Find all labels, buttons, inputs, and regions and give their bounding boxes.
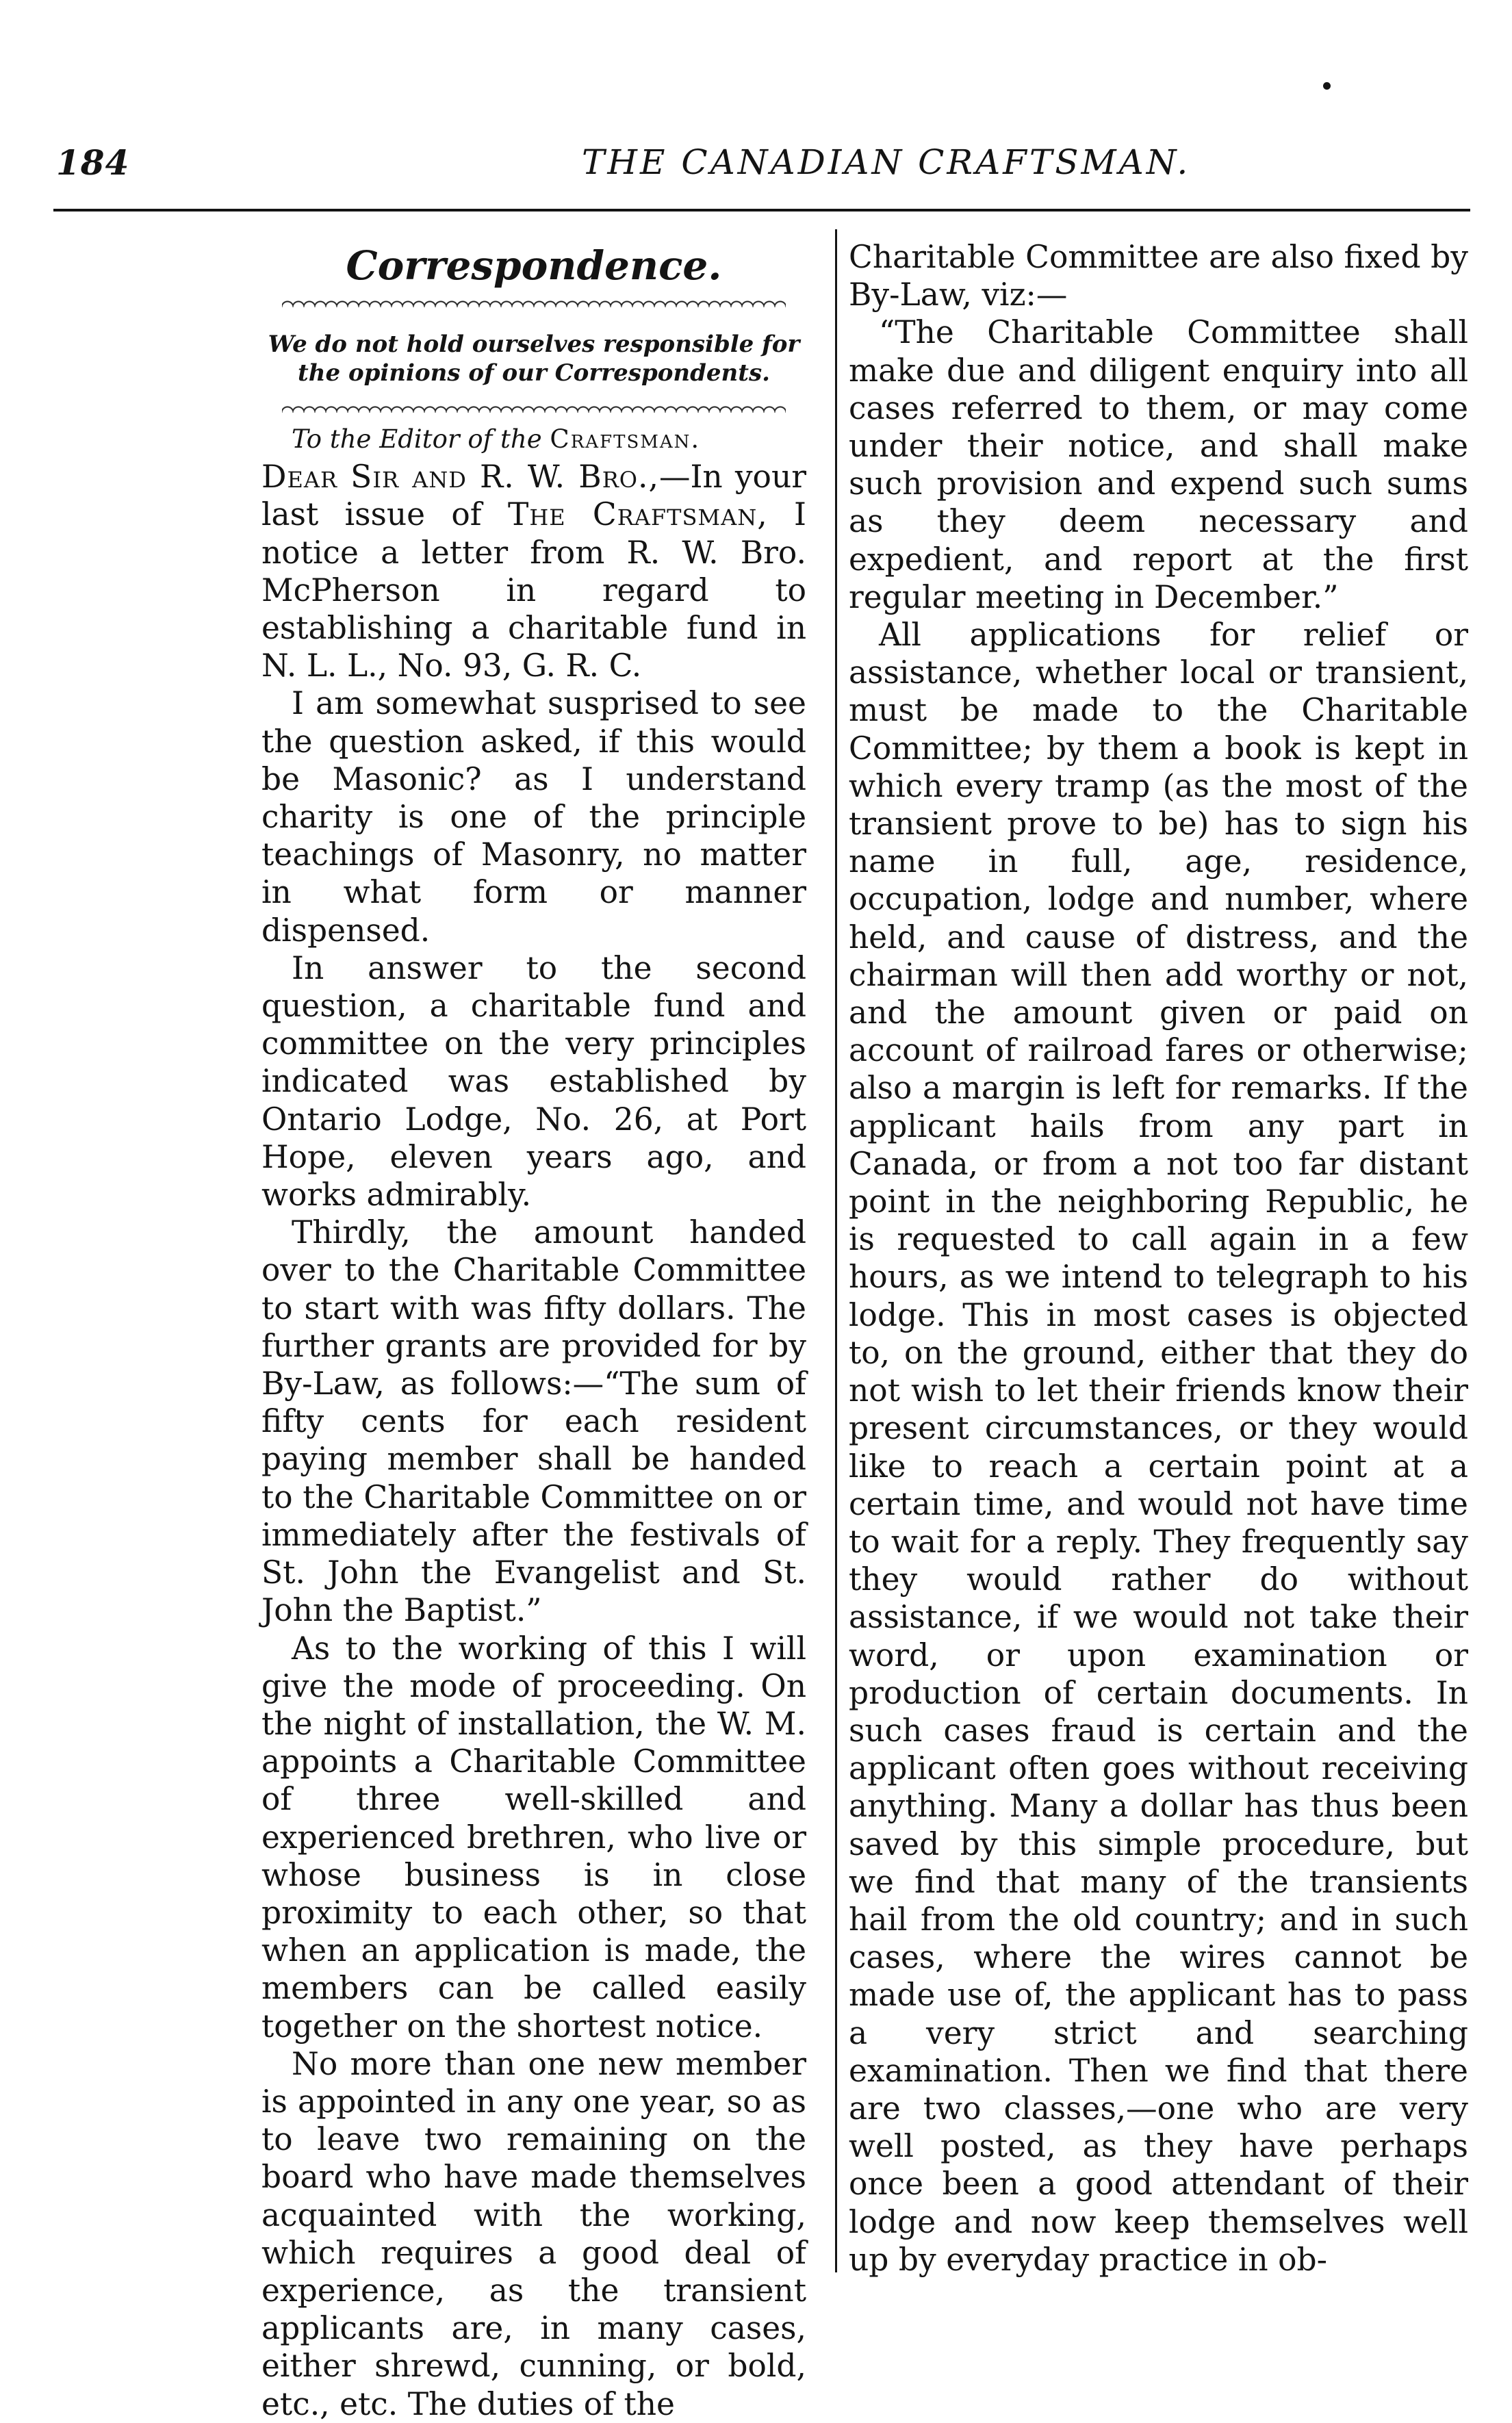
letter-opening-paragraph [261,458,806,684]
page-number: 184 [56,142,130,183]
letter-paragraph: Thirdly, the amount handed over to the Charitable Committee to start with was fifty dollars. The further grants are provided for by By-Law, as follows:—“The sum of fifty cents for each resident paying member shall be handed to the Charitable Committee on or immediately after the festivals of St. John the Evangelist and St. John the Baptist.” [261,1214,806,1629]
addressee-prefix: To the Editor of the [292,424,550,454]
letter-paragraph: Charitable Committee are also fixed by By-Law, viz:— [849,239,1468,313]
addressee-line [261,420,806,458]
journal-name: The Craftsman, [507,496,768,533]
wavy-divider-top [282,300,786,315]
ink-speck [1323,82,1331,90]
right-column [849,238,1468,2279]
header-rule [53,209,1470,211]
editorial-disclaimer: We do not hold ourselves responsible for the opinions of our Correspondents. [268,331,800,387]
salutation: Dear Sir and R. W. Bro., [261,459,659,496]
letter-paragraph: No more than one new member is appointed in any one year, so as to leave two remaining on the board who have made themselves acquainted with the working, which requires a good deal of experience, as the transient applicants are, in many cases, either shrewd, cunning, or bold, etc., etc. The duties of the [261,2045,806,2422]
bylaw-quote: “The Charitable Committee shall make due and diligent enquiry into all cases referred to them, or may come under their notice, and shall make such provision and expend such sums as they deem necessary and expedient, and report at the first regular meeting in December.” [849,314,1468,615]
letter-paragraph: I am somewhat susprised to see the question asked, if this would be Masonic? as I understand charity is one of the principle teachings of Masonry, no matter in what form or manner dispensed. [261,685,806,949]
running-head: THE CANADIAN CRAFTSMAN. [582,142,1191,182]
letter-paragraph: All applications for relief or assistance, whether local or transient, must be made to the Charitable Committee; by them a book is kept in which every tramp (as the most of the transient prove to be) has to sign his name in full, age, residence, occupation, lodge and number, where held, and cause of distress, and the chairman will then add worthy or not, and the amount given or paid on account of railroad fares or otherwise; also a margin is left for remarks. If the applicant hails from any part in Canada, or from a not too far distant point in the neighboring Republic, he is requested to call again in a few hours, as we intend to telegraph to his lodge. This in most cases is objected to, on the ground, either that they do not wish to let their friends know their present circumstances, or they would like to reach a certain point at a certain time, and would not have time to wait for a reply. They frequently say they would rather do without assistance, if we would not take their word, or upon examination or production of certain documents. In such cases fraud is certain and the applicant often goes without receiving anything. Many a dollar has thus been saved by this simple procedure, but we find that many of the transients hail from the old country; and in such cases, where the wires cannot be made use of, the applicant has to pass a very strict and searching examination. Then we find that there are two classes,—one who are very well posted, as they have perhaps once been a good attendant of their lodge and now keep themselves well up by everyday practice in ob- [849,617,1468,2278]
section-title: Correspondence. [346,242,722,289]
addressee-name: Craftsman. [550,424,701,454]
letter-paragraph: In answer to the second question, a charitable fund and committee on the very principles indicated was established by Ontario Lodge, No. 26, at Port Hope, eleven years ago, and works admirably. [261,949,806,1214]
opening-tail: I notice a letter from R. W. Bro. McPherson in regard to establishing a charitable fund in N. L. L., No. 93, G. R. C. [261,496,807,684]
left-column [261,238,806,2423]
wavy-divider-bottom [282,405,786,420]
column-rule [835,229,837,2272]
letter-paragraph: As to the working of this I will give the mode of proceeding. On the night of installation, the W. M. appoints a Charitable Committee of three well-skilled and experienced brethren, who live or whose business is in close proximity to each other, so that when an application is made, the members can be called easily together on the shortest notice. [261,1630,806,2044]
opening-text: —In your last issue of [261,459,806,533]
